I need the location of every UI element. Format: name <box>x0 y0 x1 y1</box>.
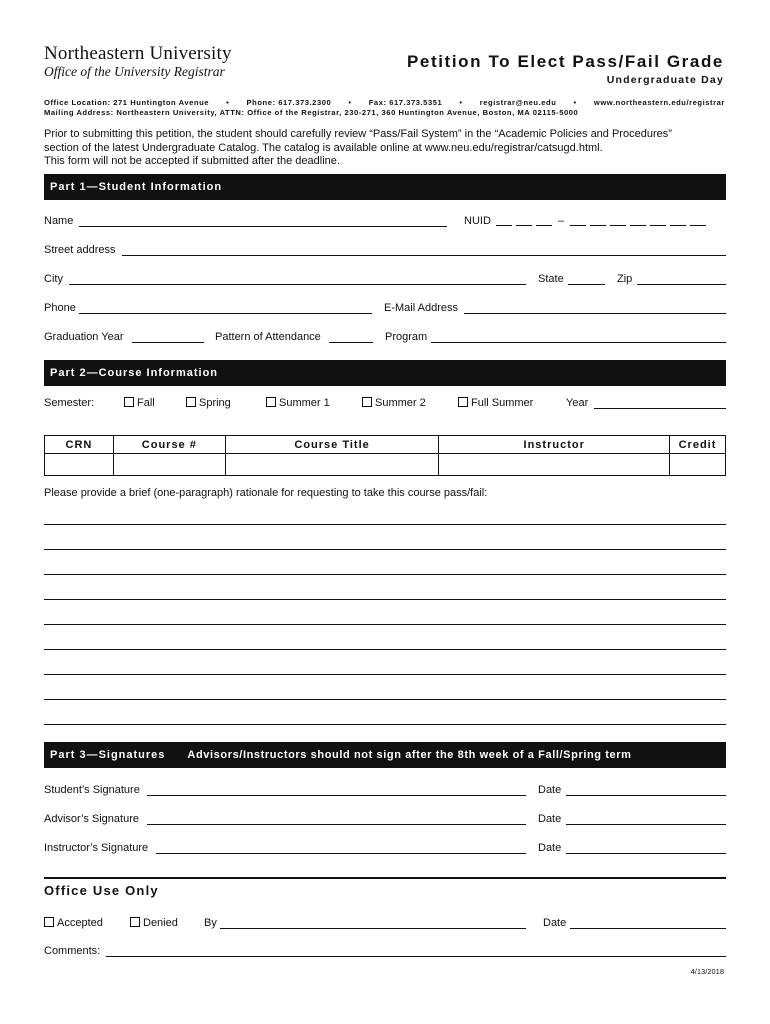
intro-line: This form will not be accepted if submitted after the deadline. <box>44 155 340 167</box>
course-table <box>44 435 726 476</box>
column-header-crn: CRN <box>45 436 114 454</box>
table-row <box>45 454 726 476</box>
state-label: State <box>538 273 564 285</box>
name-row <box>44 211 726 229</box>
attendance-label: Pattern of Attendance <box>215 331 321 343</box>
student-signature-label: Student’s Signature <box>44 784 140 796</box>
office-fax: Fax: 617.373.5351 <box>368 98 443 107</box>
office-phone: Phone: 617.373.2300 <box>246 98 332 107</box>
checkbox-summer-2[interactable] <box>362 397 426 409</box>
part1-heading: Part 1—Student Information <box>50 181 223 193</box>
advisor-signature-field[interactable] <box>147 824 526 825</box>
nuid-digit[interactable] <box>590 225 606 226</box>
checkbox-square-icon[interactable] <box>266 397 276 407</box>
rationale-prompt: Please provide a brief (one-paragraph) rationale for requesting to take this course pass/fail: <box>44 487 488 499</box>
checkbox-square-icon[interactable] <box>186 397 196 407</box>
nuid-digit[interactable] <box>670 225 686 226</box>
checkbox-label: Summer 2 <box>375 397 426 409</box>
bullet-separator: • <box>459 98 463 107</box>
rationale-line[interactable] <box>44 699 726 700</box>
comments-field[interactable] <box>106 956 726 957</box>
instructor-signature-label: Instructor’s Signature <box>44 842 149 854</box>
checkbox-accepted[interactable] <box>44 917 103 929</box>
office-date-label: Date <box>543 917 567 929</box>
form-subtitle: Undergraduate Day <box>606 74 724 86</box>
office-use-divider <box>44 877 726 879</box>
university-logo <box>44 44 232 79</box>
street-row <box>44 240 726 258</box>
nuid-digit[interactable] <box>650 225 666 226</box>
part1-heading-bar <box>44 174 726 200</box>
nuid-digit[interactable] <box>570 225 586 226</box>
contact-line <box>44 98 725 107</box>
checkbox-square-icon[interactable] <box>130 917 140 927</box>
phone-label: Phone <box>44 302 76 314</box>
comments-row <box>44 941 726 959</box>
instructor-signature-row <box>44 838 726 856</box>
column-header-course-title: Course Title <box>225 436 439 454</box>
checkbox-label: Fall <box>137 397 155 409</box>
by-label: By <box>204 917 217 929</box>
mailing-address: Mailing Address: Northeastern University, ATTN: Office of the Registrar, 230-271, 360 Huntington Avenue, Boston, MA 02115-5000 <box>44 108 579 117</box>
nuid-label: NUID <box>464 215 491 227</box>
checkbox-label: Accepted <box>57 917 103 929</box>
logo-office-name: Office of the University Registrar <box>44 64 225 79</box>
rationale-line[interactable] <box>44 524 726 525</box>
rationale-line[interactable] <box>44 649 726 650</box>
graduation-row <box>44 327 726 345</box>
nuid-digit[interactable] <box>496 225 512 226</box>
graduation-year-label: Graduation Year <box>44 331 124 343</box>
street-label: Street address <box>44 244 116 256</box>
checkbox-spring[interactable] <box>186 397 231 409</box>
bullet-separator: • <box>348 98 352 107</box>
instructor-signature-field[interactable] <box>156 853 526 854</box>
intro-text <box>44 128 734 169</box>
part2-heading-bar <box>44 360 726 386</box>
part3-heading-bar <box>44 742 726 768</box>
rationale-line[interactable] <box>44 674 726 675</box>
phone-row <box>44 298 726 316</box>
program-field[interactable] <box>431 342 726 343</box>
state-field[interactable] <box>568 284 605 285</box>
student-date-field[interactable] <box>566 795 726 796</box>
attendance-field[interactable] <box>329 342 373 343</box>
advisor-signature-row <box>44 809 726 827</box>
nuid-digit[interactable] <box>536 225 552 226</box>
form-title: Petition To Elect Pass/Fail Grade <box>406 52 724 71</box>
intro-line: Prior to submitting this petition, the student should carefully review “Pass/Fail System” in the “Academic Policies and Procedures” <box>44 128 672 140</box>
city-row <box>44 269 726 287</box>
nuid-digit[interactable] <box>610 225 626 226</box>
name-label: Name <box>44 215 74 227</box>
column-header-instructor: Instructor <box>439 436 670 454</box>
column-header-credit: Credit <box>670 436 726 454</box>
logo-university-name: Northeastern University <box>44 43 232 64</box>
advisor-signature-label: Advisor’s Signature <box>44 813 139 825</box>
advisor-date-field[interactable] <box>566 824 726 825</box>
office-date-field[interactable] <box>570 928 726 929</box>
year-field[interactable] <box>594 408 726 409</box>
checkbox-square-icon[interactable] <box>458 397 468 407</box>
phone-field[interactable] <box>79 313 372 314</box>
zip-field[interactable] <box>637 284 726 285</box>
credit-cell[interactable] <box>670 454 726 476</box>
rationale-line[interactable] <box>44 599 726 600</box>
nuid-dash: – <box>558 215 565 227</box>
checkbox-square-icon[interactable] <box>44 917 54 927</box>
city-field[interactable] <box>69 284 526 285</box>
street-field[interactable] <box>122 255 726 256</box>
rationale-line[interactable] <box>44 549 726 550</box>
student-signature-row <box>44 780 726 798</box>
year-label: Year <box>566 397 589 409</box>
date-label: Date <box>538 784 562 796</box>
checkbox-fall[interactable] <box>124 397 155 409</box>
checkbox-label: Spring <box>199 397 231 409</box>
office-location: Office Location: 271 Huntington Avenue <box>44 98 210 107</box>
student-signature-field[interactable] <box>147 795 526 796</box>
course-title-cell[interactable] <box>225 454 439 476</box>
column-header-course-number: Course # <box>113 436 225 454</box>
revision-date: 4/13/2018 <box>690 967 724 976</box>
graduation-year-field[interactable] <box>132 342 204 343</box>
office-website: www.northeastern.edu/registrar <box>593 98 725 107</box>
nuid-digit[interactable] <box>690 225 706 226</box>
city-label: City <box>44 273 63 285</box>
checkbox-label: Denied <box>143 917 178 929</box>
nuid-digit[interactable] <box>630 225 646 226</box>
date-label: Date <box>538 842 562 854</box>
email-label: E-Mail Address <box>384 302 458 314</box>
instructor-date-field[interactable] <box>566 853 726 854</box>
nuid-field[interactable] <box>496 216 706 227</box>
table-header-row <box>45 436 726 454</box>
name-field[interactable] <box>79 226 447 227</box>
date-label: Date <box>538 813 562 825</box>
crn-cell[interactable] <box>45 454 114 476</box>
bullet-separator: • <box>573 98 577 107</box>
checkbox-label: Summer 1 <box>279 397 330 409</box>
checkbox-denied[interactable] <box>130 917 178 929</box>
instructor-cell[interactable] <box>439 454 670 476</box>
part2-heading: Part 2—Course Information <box>50 367 219 379</box>
semester-row <box>44 393 726 411</box>
checkbox-full-summer[interactable] <box>458 397 533 409</box>
semester-label: Semester: <box>44 397 95 409</box>
program-label: Program <box>385 331 428 343</box>
part3-signature-note: Advisors/Instructors should not sign after the 8th week of a Fall/Spring term <box>187 749 632 761</box>
bullet-separator: • <box>226 98 230 107</box>
intro-line: section of the latest Undergraduate Catalog. The catalog is available online at www.neu.edu/registrar/catsugd.html. <box>44 141 603 154</box>
nuid-digit[interactable] <box>516 225 532 226</box>
by-field[interactable] <box>220 928 526 929</box>
checkbox-square-icon[interactable] <box>362 397 372 407</box>
office-email: registrar@neu.edu <box>479 98 557 107</box>
comments-label: Comments: <box>44 945 101 957</box>
checkbox-square-icon[interactable] <box>124 397 134 407</box>
office-use-heading: Office Use Only <box>44 883 159 898</box>
checkbox-summer-1[interactable] <box>266 397 330 409</box>
rationale-line[interactable] <box>44 624 726 625</box>
rationale-line[interactable] <box>44 724 726 725</box>
part3-heading: Part 3—Signatures <box>50 749 166 761</box>
email-field[interactable] <box>464 313 726 314</box>
checkbox-label: Full Summer <box>471 397 534 409</box>
office-decision-row <box>44 913 726 931</box>
rationale-line[interactable] <box>44 574 726 575</box>
course-number-cell[interactable] <box>113 454 225 476</box>
zip-label: Zip <box>617 273 633 285</box>
